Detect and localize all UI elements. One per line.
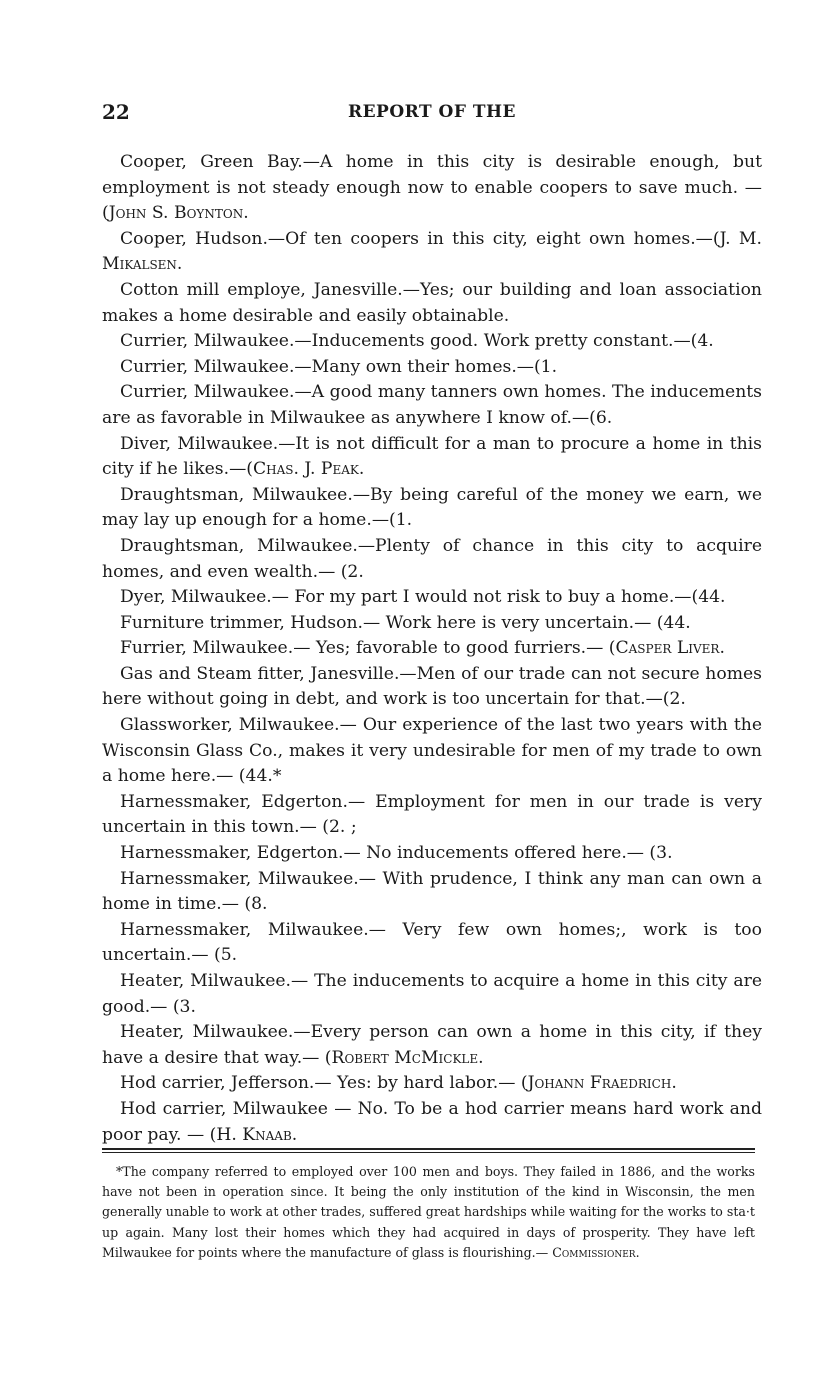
entry xyxy=(102,585,762,611)
entry-text: Draughtsman, Milwaukee.—By being careful of the money we earn, we may lay up enough for a home.—(1. xyxy=(102,484,762,531)
entry xyxy=(102,278,762,329)
entry-text: Hod carrier, Jefferson.— Yes: by hard labor.— ( xyxy=(120,1073,528,1094)
entry-text: Furrier, Milwaukee.— Yes; favorable to good furriers.— ( xyxy=(120,638,616,659)
entry-text: Harnessmaker, Edgerton.— No inducements offered here.— (3. xyxy=(120,843,673,864)
entry-signature: Robert McMickle. xyxy=(331,1047,484,1068)
entry-text: Harnessmaker, Milwaukee.— With prudence, I think any man can own a home in time.— (8. xyxy=(102,868,762,915)
entry xyxy=(102,329,762,355)
entry-text: Glassworker, Milwaukee.— Our experience of the last two years with the Wisconsin Glass Co., makes it very undesirable for men of my trade to own a home here.— (44.* xyxy=(102,715,762,787)
body-text xyxy=(102,150,762,1148)
entry xyxy=(102,227,762,278)
entry xyxy=(102,713,762,790)
entry-text: Cotton mill employe, Janesville.—Yes; our building and loan association makes a home desirable and easily obtainable. xyxy=(102,279,762,326)
entry xyxy=(102,534,762,585)
entry xyxy=(102,867,762,918)
entry-signature: Johann Fraedrich. xyxy=(527,1073,677,1094)
entry-text: Draughtsman, Milwaukee.—Plenty of chance in this city to acquire homes, and even wealth.— (2. xyxy=(102,535,762,582)
entry xyxy=(102,355,762,381)
entry-text: Harnessmaker, Milwaukee.— Very few own homes;, work is too uncertain.— (5. xyxy=(102,919,762,966)
entry-text: Hod carrier, Milwaukee — No. To be a hod carrier means hard work and poor pay. — (H. xyxy=(102,1098,762,1145)
footnote-rule-thin xyxy=(102,1152,755,1153)
entry-signature: J. M. Mikalsen. xyxy=(102,228,762,275)
entry xyxy=(102,380,762,431)
entry xyxy=(102,1071,762,1097)
entry-text: Heater, Milwaukee.—Every person can own a home in this city, if they have a desire that way.— ( xyxy=(102,1022,762,1068)
entry xyxy=(102,611,762,637)
entry xyxy=(102,636,762,662)
entry-text: Gas and Steam fitter, Janesville.—Men of our trade can not secure homes here without going in debt, and work is too uncertain for that.—(2. xyxy=(102,663,762,710)
entry xyxy=(102,790,762,841)
footnote-signature: Commissioner. xyxy=(552,1244,640,1260)
entry-text: Currier, Milwaukee.—A good many tanners own homes. The inducements are as favorable in Milwaukee as anywhere I know of.—(6. xyxy=(102,382,762,428)
footnote-text: *The company referred to employed over 100 men and boys. They failed in 1886, and the works have not been in operation since. It being the only institution of the kind in Wisconsin, the men generally unable to work at other trades, suffered great hardships while waiting for the works to sta·t up again. Many lost their homes which they had acquired in days of prosperity. They have left Milwaukee for points where the manufacture of glass is flourishing.— xyxy=(102,1164,755,1260)
entry xyxy=(102,432,762,483)
entry-text: Currier, Milwaukee.—Inducements good. Work pretty constant.—(4. xyxy=(120,331,714,352)
entry xyxy=(102,483,762,534)
entry-signature: Casper Liver. xyxy=(615,638,725,659)
entry xyxy=(102,969,762,1020)
footnote xyxy=(102,1162,755,1263)
entry xyxy=(102,150,762,227)
entry-signature: Knaab. xyxy=(242,1124,298,1145)
entry-text: Cooper, Green Bay.—A home in this city is desirable enough, but employment is not steady enough now to enable coopers to save much. —( xyxy=(102,152,762,224)
entry-text: Cooper, Hudson.—Of ten coopers in this city, eight own homes.—( xyxy=(120,228,720,249)
entry-text: Heater, Milwaukee.— The inducements to acquire a home in this city are good.— (3. xyxy=(102,971,762,1017)
entry xyxy=(102,918,762,969)
running-head: REPORT OF THE xyxy=(347,102,517,122)
entry xyxy=(102,1097,762,1148)
entry-signature: John S. Boynton. xyxy=(108,203,249,224)
entry xyxy=(102,841,762,867)
entry-signature: Chas. J. Peak. xyxy=(253,459,365,480)
entry xyxy=(102,1020,762,1071)
entry-text: Furniture trimmer, Hudson.— Work here is very uncertain.— (44. xyxy=(120,612,691,633)
entry-text: Dyer, Milwaukee.— For my part I would not risk to buy a home.—(44. xyxy=(120,587,726,608)
page-number: 22 xyxy=(102,100,130,124)
entry-text: Harnessmaker, Edgerton.— Employment for men in our trade is very uncertain in this town.— (2. ; xyxy=(102,791,762,838)
entry-text: Currier, Milwaukee.—Many own their homes.—(1. xyxy=(120,356,558,377)
entry xyxy=(102,662,762,713)
page-header xyxy=(102,100,762,124)
footnote-rule xyxy=(102,1148,755,1150)
entry-text: Diver, Milwaukee.—It is not difficult for a man to procure a home in this city if he likes.—( xyxy=(102,433,762,480)
